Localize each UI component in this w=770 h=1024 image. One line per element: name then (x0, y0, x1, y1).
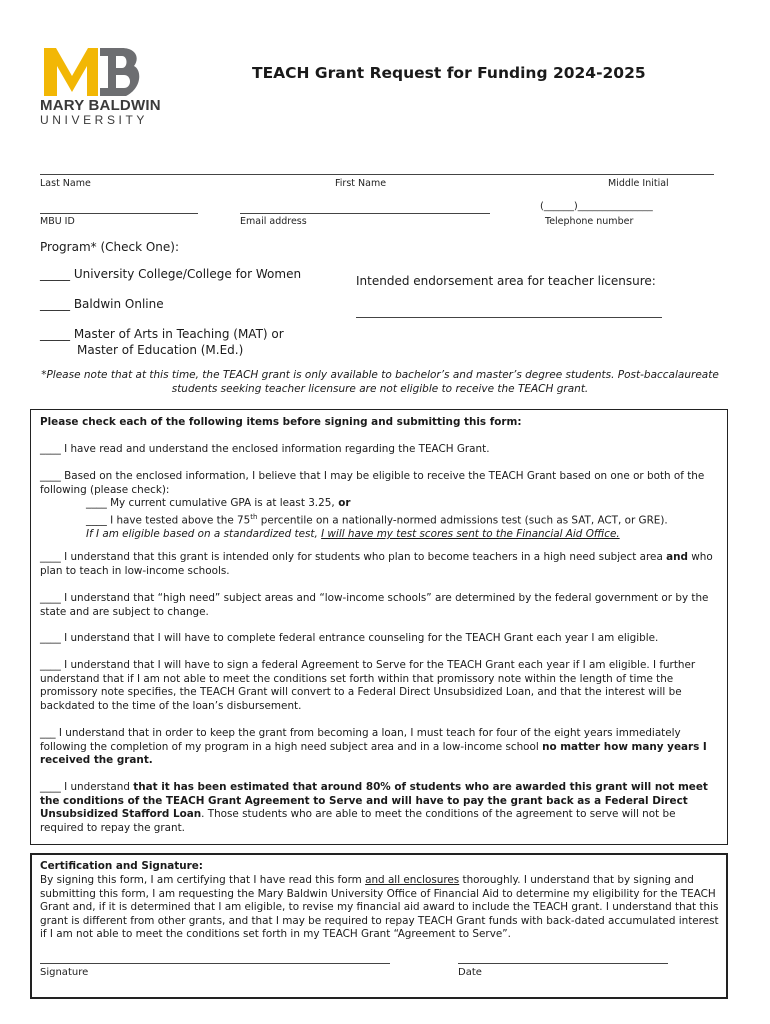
mbu-id-field-line[interactable] (40, 213, 198, 214)
program-option-university-college[interactable]: _____ University College/College for Women (40, 267, 302, 281)
checklist-heading: Please check each of the following items before signing and submitting this form: (40, 416, 522, 428)
signature-field-line[interactable] (40, 963, 390, 964)
80-percent-bold: that it has been estimated that around 80% of students who are awarded this grant will not meet the conditions of the TEACH Grant Agreement to Serve and will have to pay the grant back as a Federal Direct Unsubsidized Stafford Loan (40, 781, 708, 821)
gpa-or: or (334, 497, 351, 510)
program-title: Program* (Check One): (40, 240, 180, 254)
gpa-text: ____ My current cumulative GPA is at least 3.25, (86, 497, 335, 510)
teach-years-bold: no matter how many years I received the grant. (40, 740, 707, 767)
certification-text (40, 874, 720, 942)
certification-heading: Certification and Signature: (40, 860, 203, 872)
logo-wordmark (40, 98, 161, 127)
first-name-label: First Name (335, 178, 387, 189)
cert-text-underlined: and all enclosures (365, 874, 460, 886)
cert-text-pre: By signing this form, I am certifying that I have read this form (40, 874, 366, 886)
program-option-mat-line1: _____ Master of Arts in Teaching (MAT) or (40, 327, 284, 341)
program-option-mat-med[interactable] (40, 326, 284, 358)
telephone-field[interactable]: (______)_______________ (540, 201, 653, 212)
test-note-underlined: I will have my test scores sent to the Financial Aid Office. (321, 527, 620, 540)
eligibility-test-note (40, 528, 720, 542)
email-label: Email address (240, 216, 307, 227)
email-field-line[interactable] (240, 213, 490, 214)
checklist-item-determined[interactable]: ____ I understand that “high need” subject areas and “low-income schools” are determined by the federal government or by the state and are subject to change. (40, 592, 709, 618)
logo-m-shape (44, 48, 98, 96)
logo-name: MARY BALDWIN (40, 97, 161, 114)
checklist-item-eligibility[interactable] (40, 470, 720, 541)
high-need-post: who plan to teach in low-income schools. (40, 551, 713, 577)
eligibility-test[interactable] (40, 511, 720, 528)
logo-university: UNIVERSITY (40, 113, 149, 127)
program-option-baldwin-online[interactable]: _____ Baldwin Online (40, 297, 164, 311)
date-label: Date (458, 967, 482, 978)
logo-b-shape (100, 48, 139, 96)
program-option-mat-line2: Master of Education (M.Ed.) (77, 343, 244, 357)
checklist-item-teach-years[interactable] (40, 727, 720, 768)
test-text-pre: ____ I have tested above the 75 (86, 514, 251, 527)
note-line-1: *Please note that at this time, the TEACH grant is only available to bachelor’s and master’s degree students. Post-baccalaureate (41, 369, 719, 381)
checklist-item-80-percent[interactable] (40, 781, 720, 835)
checklist-item-agreement[interactable]: ____ I understand that I will have to sign a federal Agreement to Serve for the TEACH Grant each year if I am eligible. I further understand that if I am not able to meet the conditions set forth within that promissory note within the length of time the promissory note specifies, the TEACH Grant will convert to a Federal Direct Unsubsidized Loan, and that the interest will be backdated to the time of the loan’s disbursement. (40, 659, 696, 712)
signature-label: Signature (40, 967, 89, 978)
test-note-pre: If I am eligible based on a standardized test, (86, 527, 322, 540)
checklist-item-counseling[interactable]: ____ I understand that I will have to complete federal entrance counseling for the TEACH Grant each year I am eligible. (40, 632, 659, 644)
80-percent-post: . Those students who are able to meet the conditions of the agreement to serve will not be required to repay the grant. (40, 808, 676, 834)
eligibility-text: ____ Based on the enclosed information, I believe that I may be eligible to receive the TEACH Grant based on one or both of the following (please check): (40, 470, 705, 496)
last-name-label: Last Name (40, 178, 91, 189)
endorsement-label: Intended endorsement area for teacher licensure: (356, 274, 656, 288)
note-line-2: students seeking teacher licensure are not eligible to receive the TEACH grant. (171, 383, 589, 395)
endorsement-field-line[interactable] (356, 317, 662, 318)
test-text-sup: th (250, 512, 258, 521)
middle-initial-label: Middle Initial (608, 178, 669, 189)
telephone-label: Telephone number (545, 216, 634, 227)
eligibility-note (40, 368, 720, 396)
80-percent-pre: ____ I understand (40, 781, 134, 793)
mbu-id-label: MBU ID (40, 216, 75, 227)
page-title: TEACH Grant Request for Funding 2024-2025 (252, 64, 646, 82)
test-text-post: percentile on a nationally-normed admissions test (such as SAT, ACT, or GRE). (257, 514, 668, 527)
date-field-line[interactable] (458, 963, 668, 964)
high-need-pre: ____ I understand that this grant is intended only for students who plan to become teachers in a high need subject area (40, 551, 667, 563)
teach-years-pre: ___ I understand that in order to keep the grant from becoming a loan, I must teach for four of the eight years immediately following the completion of my program in a high need subject area and in a low-income school (40, 727, 681, 753)
cert-text-post: thoroughly. I understand that by signing and submitting this form, I am requesting the Mary Baldwin University Office of Financial Aid to determine my eligibility for the TEACH Grant and, if it is determined that I am eligible, to revise my financial aid award to include the TEACH grant. I understand that this grant is different from other grants, and that I may be required to repay TEACH Grant funds with back-dated accumulated interest if I am not able to meet the conditions set forth in my TEACH Grant “Agreement to Serve”. (40, 874, 719, 941)
high-need-and: and (666, 551, 688, 563)
checklist-item-high-need[interactable] (40, 551, 720, 578)
name-field-line[interactable] (40, 174, 714, 175)
checklist-item-read-info[interactable]: ____ I have read and understand the enclosed information regarding the TEACH Grant. (40, 443, 490, 455)
eligibility-gpa[interactable] (40, 497, 720, 511)
